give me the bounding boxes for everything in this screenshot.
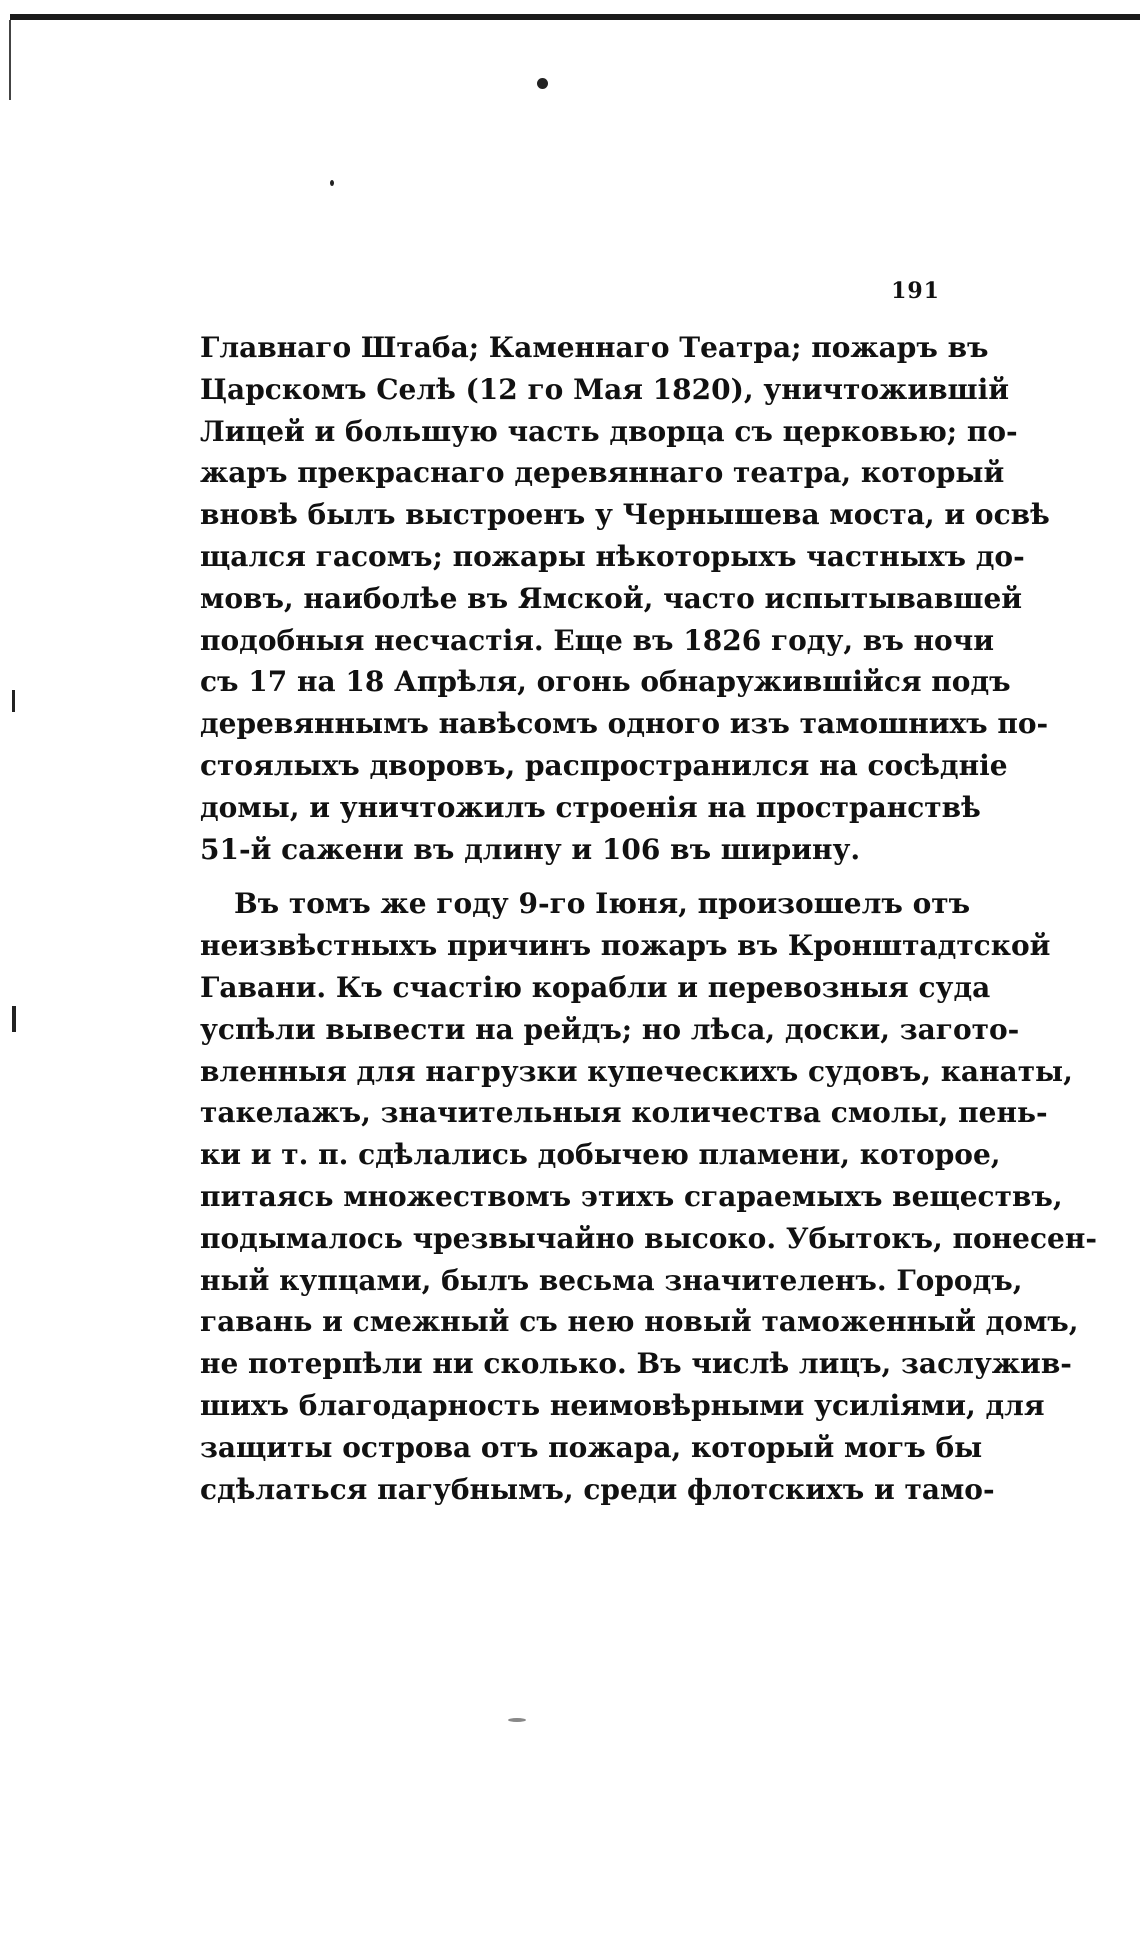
body-text <box>200 327 1097 1510</box>
text-line: такелажъ, значительныя количества смолы, пень- <box>200 1096 1048 1130</box>
paragraph <box>200 327 1050 870</box>
text-line: мовъ, наиболѣе въ Ямской, часто испытывавшей <box>200 581 1023 615</box>
page-top-edge <box>10 14 1140 20</box>
paragraph-gap <box>200 870 940 883</box>
page-number: 191 <box>891 278 940 304</box>
ink-speck <box>12 690 15 712</box>
text-line: шихъ благодарность неимовѣрными усиліями, для <box>200 1388 1045 1422</box>
text-line: вновѣ былъ выстроенъ у Чернышева моста, и освѣ <box>200 498 1050 532</box>
text-line: неизвѣстныхъ причинъ пожаръ въ Кронштадтской <box>200 929 1051 963</box>
text-line: защиты острова отъ пожара, который могъ бы <box>200 1430 983 1464</box>
text-line: съ 17 на 18 Апрѣля, огонь обнаружившійся подъ <box>200 665 1011 699</box>
page-left-edge <box>9 20 11 100</box>
text-line: жаръ прекраснаго деревяннаго театра, который <box>200 456 1005 490</box>
text-line: ный купцами, былъ весьма значителенъ. Городъ, <box>200 1263 1023 1297</box>
paragraph <box>200 883 1097 1510</box>
text-line: стоялыхъ дворовъ, распространился на сосѣдніе <box>200 748 1008 782</box>
text-line: не потерпѣли ни сколько. Въ числѣ лицъ, заслужив- <box>200 1347 1072 1381</box>
text-line: Лицей и большую часть дворца съ церковью; по- <box>200 414 1018 448</box>
text-line: ки и т. п. сдѣлались добычею пламени, которое, <box>200 1138 1001 1172</box>
text-line: успѣли вывести на рейдъ; но лѣса, доски, загото- <box>200 1012 1020 1046</box>
text-line: гавань и смежный съ нею новый таможенный домъ, <box>200 1305 1079 1339</box>
ink-speck <box>508 1718 526 1722</box>
text-line: Царскомъ Селѣ (12 го Мая 1820), уничтожившій <box>200 372 1010 406</box>
text-line: подымалось чрезвычайно высоко. Убытокъ, понесен- <box>200 1221 1097 1255</box>
text-line: деревяннымъ навѣсомъ одного изъ тамошнихъ по- <box>200 707 1049 741</box>
text-line: Гавани. Къ счастію корабли и перевозныя суда <box>200 970 991 1004</box>
text-line: домы, и уничтожилъ строенія на пространствѣ <box>200 790 981 824</box>
text-line: 51-й сажени въ длину и 106 въ ширину. <box>200 832 861 866</box>
text-line: Въ томъ же году 9-го Іюня, произошелъ отъ <box>234 887 971 921</box>
ink-speck <box>537 78 548 89</box>
text-line: питаясь множествомъ этихъ сгараемыхъ веществъ, <box>200 1179 1063 1213</box>
text-line: Главнаго Штаба; Каменнаго Театра; пожаръ въ <box>200 331 989 364</box>
text-line: щался гасомъ; пожары нѣкоторыхъ частныхъ до- <box>200 539 1025 573</box>
text-line: подобныя несчастія. Еще въ 1826 году, въ ночи <box>200 623 994 657</box>
ink-speck <box>12 1006 16 1032</box>
ink-speck <box>330 180 334 186</box>
text-line: вленныя для нагрузки купеческихъ судовъ, канаты, <box>200 1054 1073 1088</box>
text-line: сдѣлаться пагубнымъ, среди флотскихъ и тамо- <box>200 1472 995 1506</box>
